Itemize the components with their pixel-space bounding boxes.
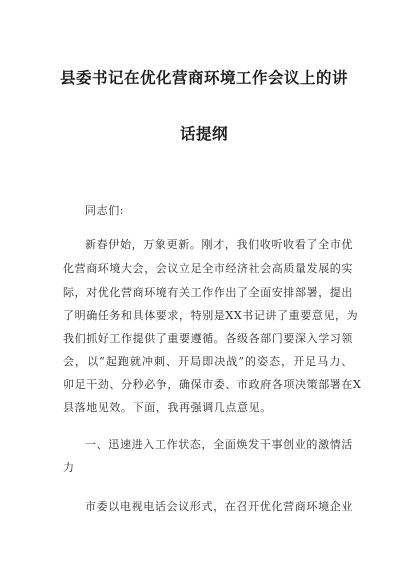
document-title-line-1: 县委书记在优化营商环境工作会议上的讲 bbox=[59, 69, 348, 87]
paragraph-1-line: 县落地见效。下面，我再强调几点意见。 bbox=[63, 401, 272, 414]
paragraph-1-line: 卯足干劲、分秒必争，确保市委、市政府各项决策部署在X bbox=[63, 378, 362, 391]
paragraph-1-line: 了明确任务和具体要求，特别是XX书记讲了重要意见，为 bbox=[63, 309, 359, 322]
section-heading-line: 力 bbox=[63, 461, 75, 474]
document-title-line-2: 话提纲 bbox=[179, 125, 228, 143]
salutation: 同志们: bbox=[85, 204, 125, 217]
section-heading-line: 一、迅速进入工作状态，全面焕发干事创业的激情活 bbox=[85, 438, 353, 451]
paragraph-1-line: 我们抓好工作提供了重要遵循。各级各部门要深入学习领 bbox=[63, 332, 353, 345]
paragraph-2-line: 市委以电视电话会议形式，在召开优化营商环境企业 bbox=[85, 500, 353, 513]
paragraph-1-line: 新春伊始，万象更新。刚才，我们收听收看了全市优 bbox=[85, 238, 353, 251]
paragraph-1-line: 化营商环境大会，会议立足全市经济社会高质量发展的实 bbox=[63, 262, 353, 275]
paragraph-1-line: 际，对优化营商环境有关工作作出了全面安排部署，提出 bbox=[63, 286, 353, 299]
paragraph-1-line: 会，以“起跑就冲刺、开局即决战”的姿态，开足马力、 bbox=[63, 355, 353, 368]
